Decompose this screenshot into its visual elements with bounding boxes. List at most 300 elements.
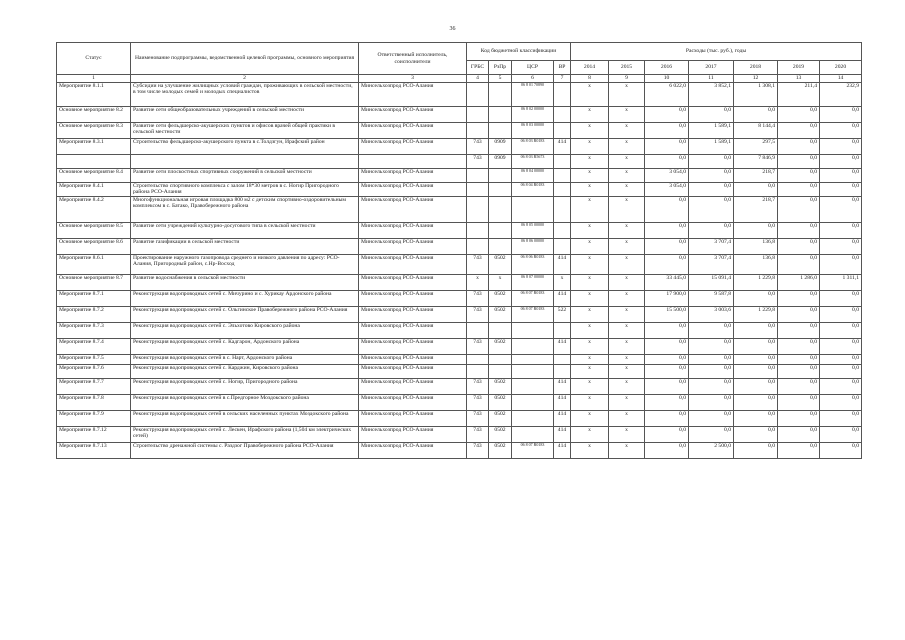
row-rzpr [489,83,512,107]
row-value: х [571,379,609,395]
row-name: Реконструкция водопроводных сетей с. Ногир, Пригородного района [131,379,359,395]
table-row [57,339,862,355]
row-value: х [571,223,609,239]
header-year: 2017 [689,61,734,75]
row-status: Мероприятие 8.7.2 [57,307,131,323]
row-vr: 522 [554,307,571,323]
row-status: Мероприятие 8.7.4 [57,339,131,355]
row-csr [512,355,554,365]
row-status: Мероприятие 8.7.9 [57,411,131,427]
row-value: 0,0 [734,183,778,197]
row-value: х [609,139,645,155]
row-rzpr [489,223,512,239]
row-value: х [571,83,609,107]
table-row [57,291,862,307]
row-value: 0,0 [778,427,820,443]
row-value: 0,0 [734,443,778,459]
row-status: Мероприятие 8.7.12 [57,427,131,443]
row-csr: 06 8 07 R0183 [512,307,554,323]
row-name: Реконструкция водопроводных сетей в сельских населенных пунктах Моздокского района [131,411,359,427]
row-value: 0,0 [820,197,862,223]
row-value: 1 311,1 [820,275,862,291]
row-value: 0,0 [645,323,689,339]
row-value: х [609,339,645,355]
row-status: Мероприятие 8.7.3 [57,323,131,339]
row-vr: 414 [554,395,571,411]
row-grbs [467,123,489,139]
column-number: 11 [689,75,734,83]
header-status: Статус [57,43,131,75]
row-executor: Минсельхозпрод РСО-Алания [359,83,467,107]
row-value: 0,0 [778,223,820,239]
row-value: 0,0 [820,307,862,323]
row-csr: 06 8 05 00000 [512,223,554,239]
row-executor: Минсельхозпрод РСО-Алания [359,323,467,339]
row-value: 0,0 [689,183,734,197]
table-row [57,323,862,339]
row-value: х [609,183,645,197]
row-vr [554,183,571,197]
row-value: х [571,123,609,139]
row-value: х [571,139,609,155]
header-csr: ЦСР [512,61,554,75]
row-value: 0,0 [734,291,778,307]
table-row [57,365,862,379]
row-value: х [609,323,645,339]
row-rzpr: 0502 [489,395,512,411]
table-row [57,395,862,411]
row-value: 0,0 [820,123,862,139]
row-grbs [467,197,489,223]
row-executor: Минсельхозпрод РСО-Алания [359,355,467,365]
row-status: Основное мероприятие 8.7 [57,275,131,291]
row-value: 17 900,0 [645,291,689,307]
row-status: Основное мероприятие 8.5 [57,223,131,239]
row-value: 0,0 [778,107,820,123]
row-value: 0,0 [689,411,734,427]
row-status: Мероприятие 8.7.5 [57,355,131,365]
row-vr [554,323,571,339]
row-name: Многофункциональная игровая площадка 800 м2 с детским спортивно-оздоровительным комплексом в с. Батако, Правобережного района [131,197,359,223]
row-value: 1 286,0 [778,275,820,291]
row-value: 0,0 [689,427,734,443]
row-value: 0,0 [820,379,862,395]
row-value: 0,0 [820,155,862,169]
row-csr: 06 8 02 00000 [512,107,554,123]
row-value: х [571,339,609,355]
row-name: Реконструкция водопроводных сетей с. Мичурино и с. Хурикау Ардонского района [131,291,359,307]
row-value: х [609,291,645,307]
row-name: Реконструкция водопроводных сетей с. Лескен, Ирафского района (1,504 км электрических сетей) [131,427,359,443]
table-row [57,275,862,291]
row-rzpr [489,123,512,139]
row-name: Развитие водоснабжения в сельской местности [131,275,359,291]
row-rzpr [489,323,512,339]
row-grbs [467,83,489,107]
row-value: 0,0 [820,323,862,339]
row-executor: Минсельхозпрод РСО-Алания [359,395,467,411]
row-executor: Минсельхозпрод РСО-Алания [359,197,467,223]
row-value: 0,0 [645,379,689,395]
row-csr: 06 8 03 00000 [512,123,554,139]
row-value: 3 852,1 [689,83,734,107]
row-rzpr [489,197,512,223]
row-value: 0,0 [689,379,734,395]
row-value: 0,0 [645,427,689,443]
table-row [57,255,862,275]
row-grbs: 743 [467,291,489,307]
row-grbs [467,223,489,239]
row-grbs: 743 [467,307,489,323]
row-value: 211,4 [778,83,820,107]
row-value: 1 229,8 [734,275,778,291]
row-status: Мероприятие 8.7.7 [57,379,131,395]
row-executor: Минсельхозпрод РСО-Алания [359,183,467,197]
row-value: 0,0 [778,395,820,411]
row-value: 0,0 [778,183,820,197]
column-number: 3 [359,75,467,83]
row-status: Мероприятие 8.7.1 [57,291,131,307]
row-name: Реконструкция водопроводных сетей с. Ольгинское Правобережного района РСО-Алания [131,307,359,323]
row-value: 0,0 [778,291,820,307]
row-rzpr [489,365,512,379]
row-rzpr: 0502 [489,291,512,307]
row-value: 3 054,0 [645,169,689,183]
row-executor: Минсельхозпрод РСО-Алания [359,365,467,379]
row-rzpr [489,355,512,365]
row-value: 0,0 [734,411,778,427]
header-year: 2020 [820,61,862,75]
row-rzpr: 0909 [489,155,512,169]
row-status [57,155,131,169]
row-status: Мероприятие 8.4.2 [57,197,131,223]
row-value: 0,0 [645,155,689,169]
row-vr: 414 [554,427,571,443]
row-vr: 414 [554,139,571,155]
row-grbs: 743 [467,139,489,155]
row-value: 0,0 [734,365,778,379]
row-value: 0,0 [820,355,862,365]
table-row [57,307,862,323]
row-status: Мероприятие 8.3.1 [57,139,131,155]
row-value: 7 846,9 [734,155,778,169]
row-value: 0,0 [820,427,862,443]
row-value: 0,0 [689,365,734,379]
table-row [57,379,862,395]
row-value: 297,5 [734,139,778,155]
row-status: Основное мероприятие 8.3 [57,123,131,139]
table-row [57,155,862,169]
row-value: 0,0 [734,379,778,395]
table-row [57,139,862,155]
row-executor: Минсельхозпрод РСО-Алания [359,427,467,443]
row-vr [554,155,571,169]
row-value: 15 091,4 [689,275,734,291]
table-row [57,169,862,183]
row-rzpr [489,183,512,197]
column-number: 7 [554,75,571,83]
row-vr: 414 [554,379,571,395]
row-value: 0,0 [778,169,820,183]
table-row [57,411,862,427]
row-value: х [571,239,609,255]
row-value: 0,0 [645,107,689,123]
row-vr: 414 [554,443,571,459]
row-rzpr: 0502 [489,379,512,395]
row-value: 0,0 [689,197,734,223]
table-row [57,83,862,107]
row-name: Реконструкция водопроводных сетей с. Кадгарон, Ардонского района [131,339,359,355]
row-value: 2 500,0 [689,443,734,459]
row-executor: Минсельхозпрод РСО-Алания [359,291,467,307]
row-vr [554,223,571,239]
row-name: Развитие сети плоскостных спортивных сооружений в сельской местности [131,169,359,183]
row-value: 0,0 [734,427,778,443]
row-value: 0,0 [820,365,862,379]
row-csr [512,197,554,223]
row-value: х [571,355,609,365]
row-executor [359,155,467,169]
row-grbs [467,169,489,183]
row-value: 0,0 [645,255,689,275]
row-grbs [467,365,489,379]
column-number: 2 [131,75,359,83]
row-value: х [571,255,609,275]
row-value: 0,0 [778,411,820,427]
row-value: х [609,355,645,365]
header-rzpr: РзПр [489,61,512,75]
row-value: 0,0 [820,239,862,255]
row-value: х [571,443,609,459]
row-value: 0,0 [645,223,689,239]
row-value: 0,0 [778,365,820,379]
row-value: 3 054,0 [645,183,689,197]
row-value: 0,0 [778,239,820,255]
column-number: 9 [609,75,645,83]
row-csr [512,427,554,443]
row-name: Развитие сети учреждений культурно-досугового типа в сельской местности [131,223,359,239]
table-row [57,183,862,197]
row-value: 218,7 [734,169,778,183]
row-value: 1 589,1 [689,123,734,139]
row-value: 0,0 [645,411,689,427]
row-csr: 06 8 04 00000 [512,169,554,183]
row-value: 0,0 [734,395,778,411]
row-executor: Минсельхозпрод РСО-Алания [359,123,467,139]
row-value: х [609,155,645,169]
row-value: х [609,443,645,459]
row-status: Мероприятие 8.7.13 [57,443,131,459]
program-expenses-table [56,42,862,459]
row-name [131,155,359,169]
row-name: Реконструкция водопроводных сетей в с.Предгорное Моздокского района [131,395,359,411]
row-value: 0,0 [778,139,820,155]
row-value: 0,0 [778,323,820,339]
row-value: 9 587,8 [689,291,734,307]
row-value: 0,0 [645,365,689,379]
column-number: 12 [734,75,778,83]
row-status: Основное мероприятие 8.4 [57,169,131,183]
row-csr: 06 8 03 R5673 [512,155,554,169]
row-value: 0,0 [645,139,689,155]
table-body [57,75,862,459]
row-value: 0,0 [734,107,778,123]
row-value: х [609,411,645,427]
row-value: 6 022,0 [645,83,689,107]
row-rzpr: 0502 [489,307,512,323]
row-vr [554,197,571,223]
row-value: 0,0 [689,155,734,169]
header-executor: Ответственный исполнитель, соисполнители [359,43,467,75]
row-value: 0,0 [820,223,862,239]
row-status: Мероприятие 8.1.1 [57,83,131,107]
row-vr: 414 [554,255,571,275]
row-value: х [609,239,645,255]
table-row [57,123,862,139]
row-value: х [571,197,609,223]
row-rzpr: 0502 [489,443,512,459]
header-grbs: ГРБС [467,61,489,75]
row-value: 0,0 [645,443,689,459]
row-value: 8 144,4 [734,123,778,139]
row-value: 0,0 [778,307,820,323]
row-name: Реконструкция водопроводных сетей в с. Нарт, Ардонского района [131,355,359,365]
row-name: Реконструкция водопроводных сетей с. Эльхотово Кировского района [131,323,359,339]
row-grbs: 743 [467,379,489,395]
row-value: 0,0 [645,239,689,255]
row-executor: Минсельхозпрод РСО-Алания [359,107,467,123]
row-csr [512,365,554,379]
header-year: 2019 [778,61,820,75]
row-value: 0,0 [689,355,734,365]
header-year: 2014 [571,61,609,75]
table-row [57,107,862,123]
row-value: 232,9 [820,83,862,107]
row-executor: Минсельхозпрод РСО-Алания [359,339,467,355]
row-value: х [571,169,609,183]
header-year: 2018 [734,61,778,75]
row-grbs: 743 [467,255,489,275]
table-row [57,239,862,255]
row-executor: Минсельхозпрод РСО-Алания [359,443,467,459]
row-vr: х [554,275,571,291]
row-grbs [467,107,489,123]
row-csr [512,411,554,427]
row-grbs: 743 [467,155,489,169]
row-csr: 06 8 07 R0183 [512,291,554,307]
row-value: х [609,169,645,183]
row-rzpr: 0502 [489,411,512,427]
row-vr: 414 [554,411,571,427]
row-grbs: 743 [467,411,489,427]
row-vr [554,365,571,379]
row-grbs: 743 [467,339,489,355]
row-executor: Минсельхозпрод РСО-Алания [359,307,467,323]
row-value: х [571,427,609,443]
row-csr: 06 8 03 R0183 [512,139,554,155]
page-number: 36 [449,26,456,32]
column-number: 10 [645,75,689,83]
row-csr [512,395,554,411]
row-value: 0,0 [778,197,820,223]
row-vr: 414 [554,339,571,355]
row-value: 0,0 [734,339,778,355]
row-value: 0,0 [778,379,820,395]
row-value: 0,0 [820,339,862,355]
row-value: х [609,255,645,275]
row-value: х [609,379,645,395]
row-value: х [571,411,609,427]
row-value: 0,0 [778,155,820,169]
row-status: Мероприятие 8.7.8 [57,395,131,411]
row-name: Строительство дренажной системы с. Раздзог Правобережного района РСО-Алания [131,443,359,459]
row-value: 0,0 [689,323,734,339]
row-status: Мероприятие 8.6.1 [57,255,131,275]
row-value: 0,0 [645,197,689,223]
row-value: 0,0 [820,107,862,123]
row-value: 0,0 [820,395,862,411]
row-value: 3 707,4 [689,239,734,255]
row-value: х [571,183,609,197]
header-expenses: Расходы (тыс. руб.), годы [571,43,862,61]
row-csr: 06 8 04 R0183 [512,183,554,197]
row-csr [512,379,554,395]
row-value: 0,0 [689,339,734,355]
row-rzpr [489,169,512,183]
row-value: 0,0 [820,443,862,459]
row-value: х [609,197,645,223]
row-value: х [609,123,645,139]
row-value: 0,0 [689,223,734,239]
row-value: 0,0 [645,339,689,355]
row-value: 3 003,6 [689,307,734,323]
row-value: х [571,307,609,323]
row-value: 0,0 [820,183,862,197]
row-value: х [609,427,645,443]
row-grbs [467,323,489,339]
row-value: 0,0 [820,139,862,155]
row-name: Проектирование наружного газопровода среднего и низкого давления по адресу: РСО-Алания, Пригородный район, с.Нр-Восход [131,255,359,275]
row-value: 1 308,1 [734,83,778,107]
header-year: 2016 [645,61,689,75]
row-value: 0,0 [778,339,820,355]
row-executor: Минсельхозпрод РСО-Алания [359,379,467,395]
row-value: 0,0 [820,411,862,427]
row-value: х [609,365,645,379]
header-budget-code: Код бюджетной классификации [467,43,571,61]
row-value: 0,0 [778,355,820,365]
row-name: Строительство фельдшерско-акушерского пункта в с.Толдзгун, Ирафский район [131,139,359,155]
row-status: Основное мероприятие 8.6 [57,239,131,255]
row-value: 33 445,0 [645,275,689,291]
row-executor: Минсельхозпрод РСО-Алания [359,411,467,427]
row-value: 3 707,4 [689,255,734,275]
row-vr [554,123,571,139]
row-value: 0,0 [778,255,820,275]
row-value: х [571,107,609,123]
row-rzpr [489,239,512,255]
row-value: х [571,395,609,411]
row-value: х [609,223,645,239]
row-value: 1 589,1 [689,139,734,155]
row-value: 1 229,8 [734,307,778,323]
row-executor: Минсельхозпрод РСО-Алания [359,275,467,291]
row-name: Реконструкция водопроводных сетей с. Карджин, Кировского района [131,365,359,379]
column-number: 5 [489,75,512,83]
row-value: х [571,365,609,379]
row-grbs [467,355,489,365]
table-row [57,355,862,365]
